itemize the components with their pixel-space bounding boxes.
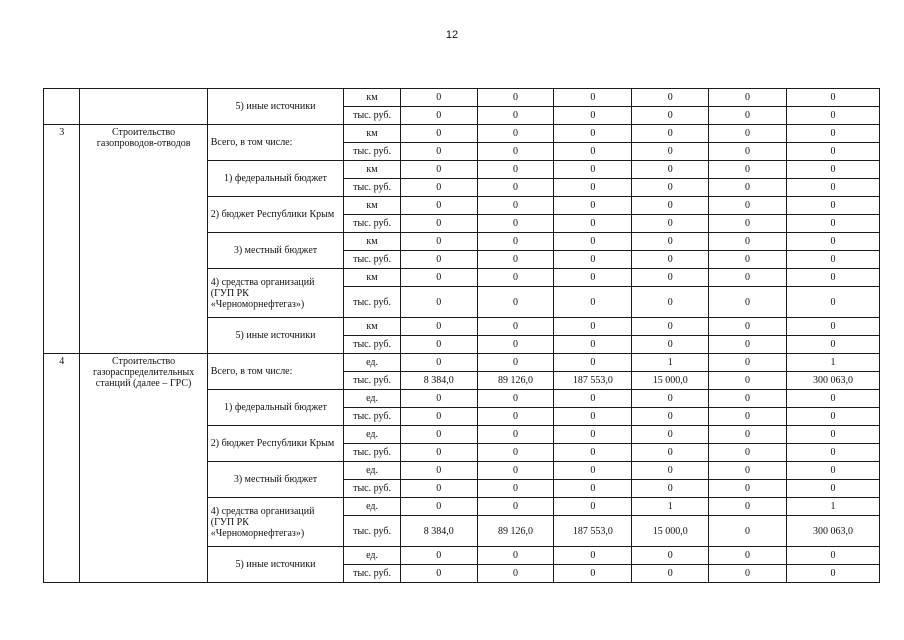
value-cell: 0 — [477, 215, 554, 233]
unit-cell: тыс. руб. — [344, 143, 401, 161]
value-cell: 187 553,0 — [554, 372, 632, 390]
value-cell: 0 — [786, 269, 879, 287]
funding-source: Всего, в том числе: — [207, 354, 343, 390]
unit-cell: тыс. руб. — [344, 408, 401, 426]
value-cell: 0 — [632, 462, 709, 480]
value-cell: 0 — [709, 89, 787, 107]
value-cell: 0 — [709, 354, 787, 372]
value-cell: 1 — [632, 354, 709, 372]
value-cell: 15 000,0 — [632, 372, 709, 390]
value-cell: 0 — [400, 287, 477, 318]
value-cell: 0 — [709, 372, 787, 390]
value-cell: 0 — [477, 354, 554, 372]
unit-cell: тыс. руб. — [344, 372, 401, 390]
value-cell: 0 — [554, 251, 632, 269]
value-cell: 0 — [400, 125, 477, 143]
funding-source: 2) бюджет Республики Крым — [207, 426, 343, 462]
value-cell: 0 — [554, 547, 632, 565]
value-cell: 0 — [477, 498, 554, 516]
value-cell: 0 — [477, 287, 554, 318]
value-cell: 89 126,0 — [477, 516, 554, 547]
value-cell: 0 — [709, 287, 787, 318]
value-cell: 0 — [632, 89, 709, 107]
value-cell: 0 — [400, 336, 477, 354]
unit-cell: км — [344, 318, 401, 336]
measure-name — [80, 89, 207, 125]
funding-source: 5) иные источники — [207, 547, 343, 583]
value-cell: 0 — [400, 480, 477, 498]
value-cell: 1 — [786, 498, 879, 516]
funding-source: 1) федеральный бюджет — [207, 161, 343, 197]
value-cell: 0 — [554, 161, 632, 179]
value-cell: 0 — [400, 179, 477, 197]
value-cell: 0 — [477, 462, 554, 480]
unit-cell: тыс. руб. — [344, 107, 401, 125]
value-cell: 0 — [400, 233, 477, 251]
value-cell: 0 — [554, 354, 632, 372]
unit-cell: ед. — [344, 354, 401, 372]
value-cell: 0 — [400, 408, 477, 426]
table-body — [44, 89, 880, 583]
value-cell: 0 — [554, 480, 632, 498]
value-cell: 1 — [786, 354, 879, 372]
value-cell: 1 — [632, 498, 709, 516]
value-cell: 0 — [554, 269, 632, 287]
value-cell: 0 — [786, 480, 879, 498]
value-cell: 0 — [554, 318, 632, 336]
value-cell: 0 — [786, 444, 879, 462]
value-cell: 0 — [400, 318, 477, 336]
page-number: 12 — [445, 29, 459, 41]
value-cell: 0 — [400, 215, 477, 233]
value-cell: 0 — [709, 426, 787, 444]
unit-cell: тыс. руб. — [344, 179, 401, 197]
value-cell: 0 — [632, 251, 709, 269]
unit-cell: ед. — [344, 498, 401, 516]
value-cell: 0 — [477, 480, 554, 498]
value-cell: 0 — [786, 462, 879, 480]
value-cell: 0 — [477, 89, 554, 107]
value-cell: 0 — [400, 143, 477, 161]
value-cell: 0 — [632, 426, 709, 444]
unit-cell: км — [344, 89, 401, 107]
value-cell: 0 — [632, 179, 709, 197]
value-cell: 0 — [632, 408, 709, 426]
value-cell: 8 384,0 — [400, 516, 477, 547]
value-cell: 0 — [400, 547, 477, 565]
value-cell: 0 — [632, 547, 709, 565]
value-cell: 0 — [786, 107, 879, 125]
value-cell: 0 — [554, 462, 632, 480]
value-cell: 0 — [709, 408, 787, 426]
value-cell: 0 — [786, 426, 879, 444]
value-cell: 0 — [554, 426, 632, 444]
value-cell: 0 — [477, 233, 554, 251]
value-cell: 0 — [632, 565, 709, 583]
unit-cell: ед. — [344, 390, 401, 408]
value-cell: 0 — [400, 269, 477, 287]
value-cell: 0 — [632, 215, 709, 233]
unit-cell: км — [344, 269, 401, 287]
investment-table — [43, 88, 880, 583]
value-cell: 0 — [632, 143, 709, 161]
row-number — [44, 89, 80, 125]
funding-source: 1) федеральный бюджет — [207, 390, 343, 426]
unit-cell: тыс. руб. — [344, 516, 401, 547]
value-cell: 0 — [400, 498, 477, 516]
value-cell: 0 — [632, 390, 709, 408]
value-cell: 0 — [709, 498, 787, 516]
value-cell: 0 — [632, 197, 709, 215]
value-cell: 0 — [786, 336, 879, 354]
value-cell: 0 — [786, 251, 879, 269]
value-cell: 0 — [554, 215, 632, 233]
funding-source: 4) средства организаций (ГУП РК «Черноморнефтегаз») — [207, 498, 343, 547]
value-cell: 0 — [709, 390, 787, 408]
value-cell: 0 — [400, 426, 477, 444]
value-cell: 0 — [786, 197, 879, 215]
unit-cell: тыс. руб. — [344, 251, 401, 269]
measure-name: Строительство газопроводов-отводов — [80, 125, 207, 354]
row-number: 4 — [44, 354, 80, 583]
value-cell: 0 — [477, 547, 554, 565]
value-cell: 0 — [400, 565, 477, 583]
value-cell: 0 — [709, 444, 787, 462]
value-cell: 0 — [786, 125, 879, 143]
unit-cell: км — [344, 197, 401, 215]
value-cell: 0 — [632, 107, 709, 125]
value-cell: 0 — [709, 125, 787, 143]
funding-source: 4) средства организаций (ГУП РК «Черноморнефтегаз») — [207, 269, 343, 318]
value-cell: 0 — [709, 251, 787, 269]
value-cell: 0 — [400, 197, 477, 215]
value-cell: 0 — [477, 318, 554, 336]
value-cell: 0 — [786, 233, 879, 251]
value-cell: 0 — [709, 269, 787, 287]
unit-cell: тыс. руб. — [344, 336, 401, 354]
value-cell: 0 — [554, 107, 632, 125]
value-cell: 0 — [554, 444, 632, 462]
unit-cell: ед. — [344, 462, 401, 480]
value-cell: 187 553,0 — [554, 516, 632, 547]
value-cell: 0 — [477, 444, 554, 462]
unit-cell: тыс. руб. — [344, 480, 401, 498]
value-cell: 0 — [632, 480, 709, 498]
value-cell: 0 — [709, 480, 787, 498]
value-cell: 0 — [786, 547, 879, 565]
value-cell: 0 — [709, 107, 787, 125]
unit-cell: тыс. руб. — [344, 444, 401, 462]
value-cell: 0 — [400, 462, 477, 480]
value-cell: 0 — [786, 318, 879, 336]
value-cell: 0 — [477, 125, 554, 143]
value-cell: 0 — [554, 233, 632, 251]
value-cell: 0 — [786, 390, 879, 408]
value-cell: 300 063,0 — [786, 372, 879, 390]
row-number: 3 — [44, 125, 80, 354]
value-cell: 0 — [477, 269, 554, 287]
unit-cell: км — [344, 233, 401, 251]
value-cell: 0 — [632, 161, 709, 179]
value-cell: 0 — [709, 462, 787, 480]
value-cell: 0 — [554, 390, 632, 408]
value-cell: 0 — [400, 161, 477, 179]
value-cell: 0 — [477, 251, 554, 269]
value-cell: 0 — [400, 390, 477, 408]
funding-source: 2) бюджет Республики Крым — [207, 197, 343, 233]
value-cell: 0 — [554, 408, 632, 426]
value-cell: 0 — [709, 179, 787, 197]
value-cell: 0 — [786, 215, 879, 233]
funding-source: 3) местный бюджет — [207, 233, 343, 269]
measure-name: Строительство газораспределительных станций (далее – ГРС) — [80, 354, 207, 583]
table-row — [44, 125, 880, 143]
value-cell: 0 — [477, 390, 554, 408]
value-cell: 0 — [400, 251, 477, 269]
value-cell: 0 — [477, 161, 554, 179]
value-cell: 0 — [709, 516, 787, 547]
value-cell: 0 — [400, 444, 477, 462]
value-cell: 0 — [477, 565, 554, 583]
value-cell: 0 — [554, 143, 632, 161]
table-row — [44, 89, 880, 107]
value-cell: 0 — [709, 197, 787, 215]
value-cell: 0 — [632, 318, 709, 336]
value-cell: 0 — [400, 354, 477, 372]
value-cell: 0 — [554, 197, 632, 215]
value-cell: 0 — [786, 143, 879, 161]
unit-cell: ед. — [344, 547, 401, 565]
unit-cell: ед. — [344, 426, 401, 444]
value-cell: 0 — [554, 287, 632, 318]
value-cell: 0 — [554, 498, 632, 516]
value-cell: 0 — [632, 125, 709, 143]
value-cell: 0 — [477, 179, 554, 197]
value-cell: 0 — [709, 161, 787, 179]
value-cell: 0 — [477, 426, 554, 444]
value-cell: 0 — [554, 336, 632, 354]
value-cell: 0 — [709, 233, 787, 251]
unit-cell: км — [344, 125, 401, 143]
funding-source: 5) иные источники — [207, 89, 343, 125]
value-cell: 0 — [554, 89, 632, 107]
value-cell: 300 063,0 — [786, 516, 879, 547]
funding-source: Всего, в том числе: — [207, 125, 343, 161]
value-cell: 89 126,0 — [477, 372, 554, 390]
value-cell: 0 — [400, 89, 477, 107]
value-cell: 0 — [554, 125, 632, 143]
value-cell: 0 — [632, 287, 709, 318]
value-cell: 0 — [554, 565, 632, 583]
value-cell: 0 — [786, 161, 879, 179]
value-cell: 0 — [554, 179, 632, 197]
value-cell: 0 — [477, 107, 554, 125]
value-cell: 0 — [709, 143, 787, 161]
value-cell: 0 — [477, 143, 554, 161]
unit-cell: тыс. руб. — [344, 565, 401, 583]
funding-source: 3) местный бюджет — [207, 462, 343, 498]
value-cell: 0 — [632, 336, 709, 354]
funding-source: 5) иные источники — [207, 318, 343, 354]
value-cell: 0 — [786, 408, 879, 426]
value-cell: 8 384,0 — [400, 372, 477, 390]
value-cell: 0 — [632, 444, 709, 462]
value-cell: 0 — [786, 179, 879, 197]
value-cell: 0 — [786, 287, 879, 318]
value-cell: 0 — [632, 269, 709, 287]
value-cell: 0 — [709, 318, 787, 336]
unit-cell: тыс. руб. — [344, 287, 401, 318]
table-row — [44, 354, 880, 372]
value-cell: 0 — [477, 336, 554, 354]
value-cell: 0 — [709, 336, 787, 354]
value-cell: 0 — [786, 89, 879, 107]
value-cell: 0 — [709, 547, 787, 565]
unit-cell: км — [344, 161, 401, 179]
unit-cell: тыс. руб. — [344, 215, 401, 233]
value-cell: 0 — [477, 408, 554, 426]
value-cell: 0 — [477, 197, 554, 215]
value-cell: 0 — [709, 215, 787, 233]
value-cell: 0 — [400, 107, 477, 125]
value-cell: 0 — [709, 565, 787, 583]
value-cell: 0 — [632, 233, 709, 251]
value-cell: 0 — [786, 565, 879, 583]
value-cell: 15 000,0 — [632, 516, 709, 547]
